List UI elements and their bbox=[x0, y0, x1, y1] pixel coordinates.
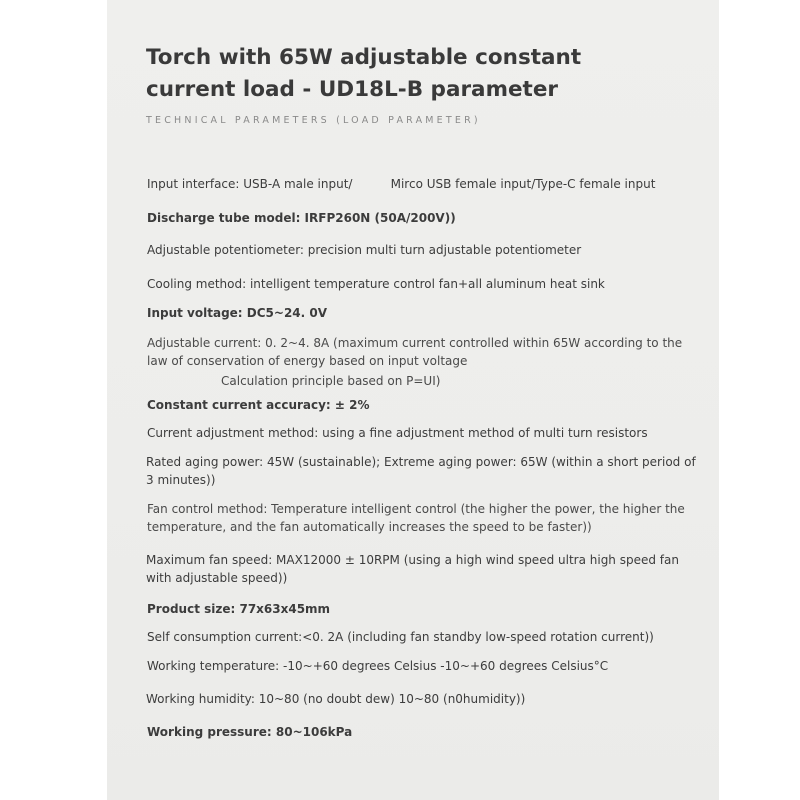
param-product-size: Product size: 77x63x45mm bbox=[147, 602, 331, 616]
param-adjustable-current-line3: Calculation principle based on P=UI) bbox=[221, 374, 441, 388]
param-accuracy: Constant current accuracy: ± 2% bbox=[147, 398, 370, 412]
param-adjustable-current-line2: law of conservation of energy based on input voltage bbox=[147, 354, 468, 368]
param-fan-control: Fan control method: Temperature intelligent control (the higher the power, the higher the temperature, and the fan automatically increases the speed to be faster)) bbox=[147, 502, 689, 534]
param-working-humidity: Working humidity: 10~80 (no doubt dew) 10~80 (n0humidity)) bbox=[146, 692, 526, 706]
param-adjustable-current-line1: Adjustable current: 0. 2~4. 8A (maximum current controlled within 65W according to the bbox=[147, 336, 683, 350]
param-cooling: Cooling method: intelligent temperature control fan+all aluminum heat sink bbox=[147, 277, 605, 291]
param-discharge-tube: Discharge tube model: IRFP260N (50A/200V)) bbox=[147, 211, 456, 225]
param-input-interface: Input interface: USB-A male input/ Mirco USB female input/Type-C female input bbox=[147, 177, 656, 191]
param-working-temperature: Working temperature: -10~+60 degrees Celsius -10~+60 degrees Celsius°C bbox=[147, 659, 609, 673]
page-subtitle: TECHNICAL PARAMETERS (LOAD PARAMETER) bbox=[146, 115, 481, 126]
param-potentiometer: Adjustable potentiometer: precision multi turn adjustable potentiometer bbox=[147, 243, 582, 257]
page-title: Torch with 65W adjustable constant current load - UD18L-B parameter bbox=[146, 45, 582, 102]
param-adjustment-method: Current adjustment method: using a fine adjustment method of multi turn resistors bbox=[147, 426, 648, 440]
param-working-pressure: Working pressure: 80~106kPa bbox=[147, 725, 353, 739]
param-aging-power: Rated aging power: 45W (sustainable); Extreme aging power: 65W (within a short period of 3 minutes)) bbox=[146, 455, 700, 487]
param-input-voltage: Input voltage: DC5~24. 0V bbox=[147, 306, 328, 320]
param-fan-speed: Maximum fan speed: MAX12000 ± 10RPM (using a high wind speed ultra high speed fan with adjustable speed)) bbox=[146, 553, 683, 585]
param-self-consumption: Self consumption current:<0. 2A (including fan standby low-speed rotation current)) bbox=[147, 630, 654, 644]
